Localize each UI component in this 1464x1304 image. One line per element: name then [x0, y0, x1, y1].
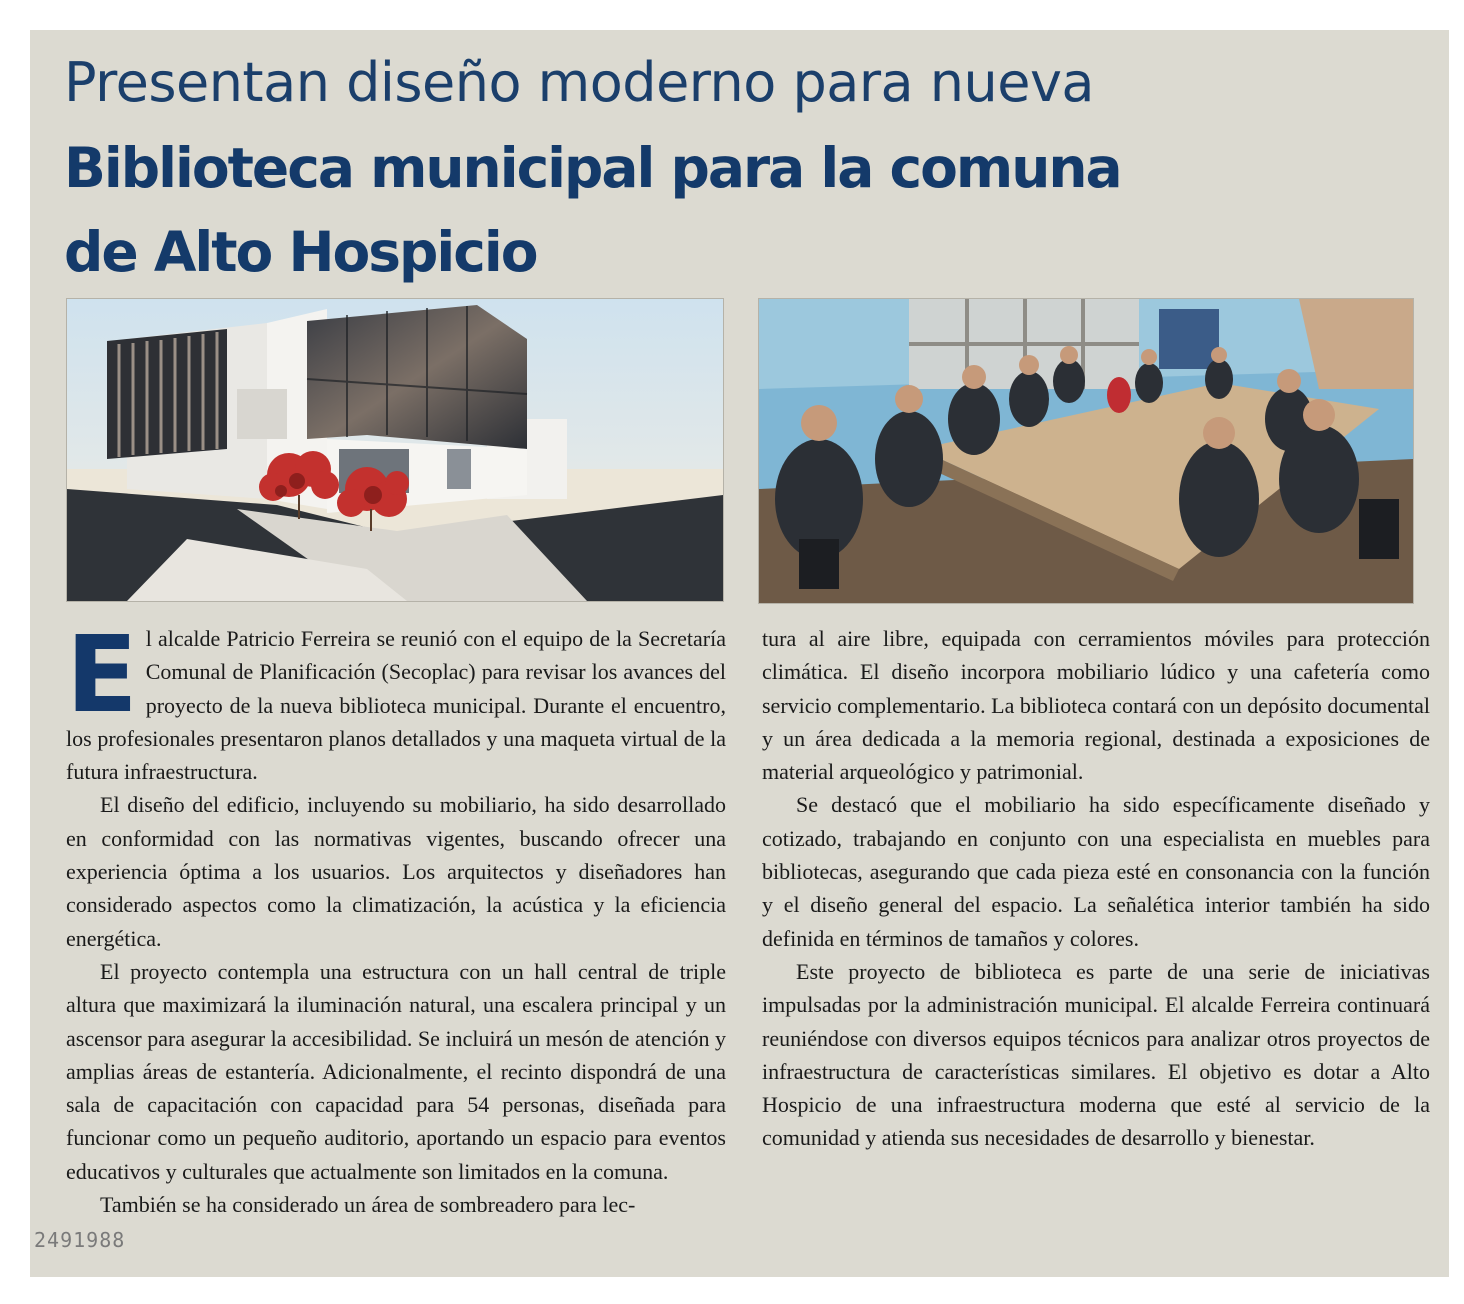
headline-main-line2: de Alto Hospicio [64, 220, 537, 284]
headline-main-line1: Biblioteca municipal para la comuna [64, 136, 1121, 200]
paragraph-text: l alcalde Patricio Ferreira se reunió con el equipo de la Secretaría Comunal de Planificación (Secoplac) para revisar los avances del proyecto de la nueva biblioteca municipal. Durante el encuentro, los profesionales presentaron planos detallados y una maqueta virtual de la futura infraestructura. [66, 626, 726, 785]
newspaper-clipping [30, 30, 1449, 1277]
article-paragraph: El diseño del edificio, incluyendo su mobiliario, ha sido desarrollado en conformidad con las normativas vigentes, buscando ofrecer una experiencia óptima a los usuarios. Los arquitectos y diseñadores han considerado aspectos como la climatización, la acústica y la eficiencia energética. [66, 792, 726, 951]
article-paragraph [66, 622, 726, 788]
article-column-right [762, 622, 1430, 1262]
clipping-id: 2491988 [34, 1228, 126, 1252]
headline-kicker: Presentan diseño moderno para nueva [64, 51, 1095, 114]
article-paragraph: Este proyecto de biblioteca es parte de una serie de iniciativas impulsadas por la administración municipal. El alcalde Ferreira continuará reuniéndose con diversos equipos técnicos para analizar otros proyectos de infraestructura de características similares. El objetivo es dotar a Alto Hospicio de una infraestructura moderna que esté al servicio de la comunidad y atienda sus necesidades de desarrollo y bienestar. [762, 958, 1430, 1151]
library-rendering-image [66, 298, 724, 602]
article-paragraph: tura al aire libre, equipada con cerramientos móviles para protección climática. El diseño incorpora mobiliario lúdico y una cafetería como servicio complementario. La biblioteca contará con un depósito documental y un área dedicada a la memoria regional, destinada a exposiciones de material arqueológico y patrimonial. [762, 626, 1430, 785]
drop-cap: E [66, 622, 138, 736]
article-column-left [66, 622, 726, 1262]
article-paragraph: Se destacó que el mobiliario ha sido específicamente diseñado y cotizado, trabajando en conjunto con una especialista en muebles para bibliotecas, asegurando que cada pieza esté en consonancia con la función y el diseño general del espacio. La señalética interior también ha sido definida en términos de tamaños y colores. [762, 792, 1430, 951]
meeting-photo-image [758, 298, 1414, 604]
article-paragraph: También se ha considerado un área de sombreadero para lec- [100, 1192, 636, 1218]
meeting-photo-graphic [759, 299, 1413, 603]
library-rendering-graphic [67, 299, 723, 601]
article-paragraph: El proyecto contempla una estructura con un hall central de triple altura que maximizará la iluminación natural, una escalera principal y un ascensor para asegurar la accesibilidad. Se incluirá un mesón de atención y amplias áreas de estantería. Adicionalmente, el recinto dispondrá de una sala de capacitación con capacidad para 54 personas, diseñada para funcionar como un pequeño auditorio, aportando un espacio para eventos educativos y culturales que actualmente son limitados en la comuna. [66, 958, 726, 1184]
headline-main [64, 126, 1121, 294]
